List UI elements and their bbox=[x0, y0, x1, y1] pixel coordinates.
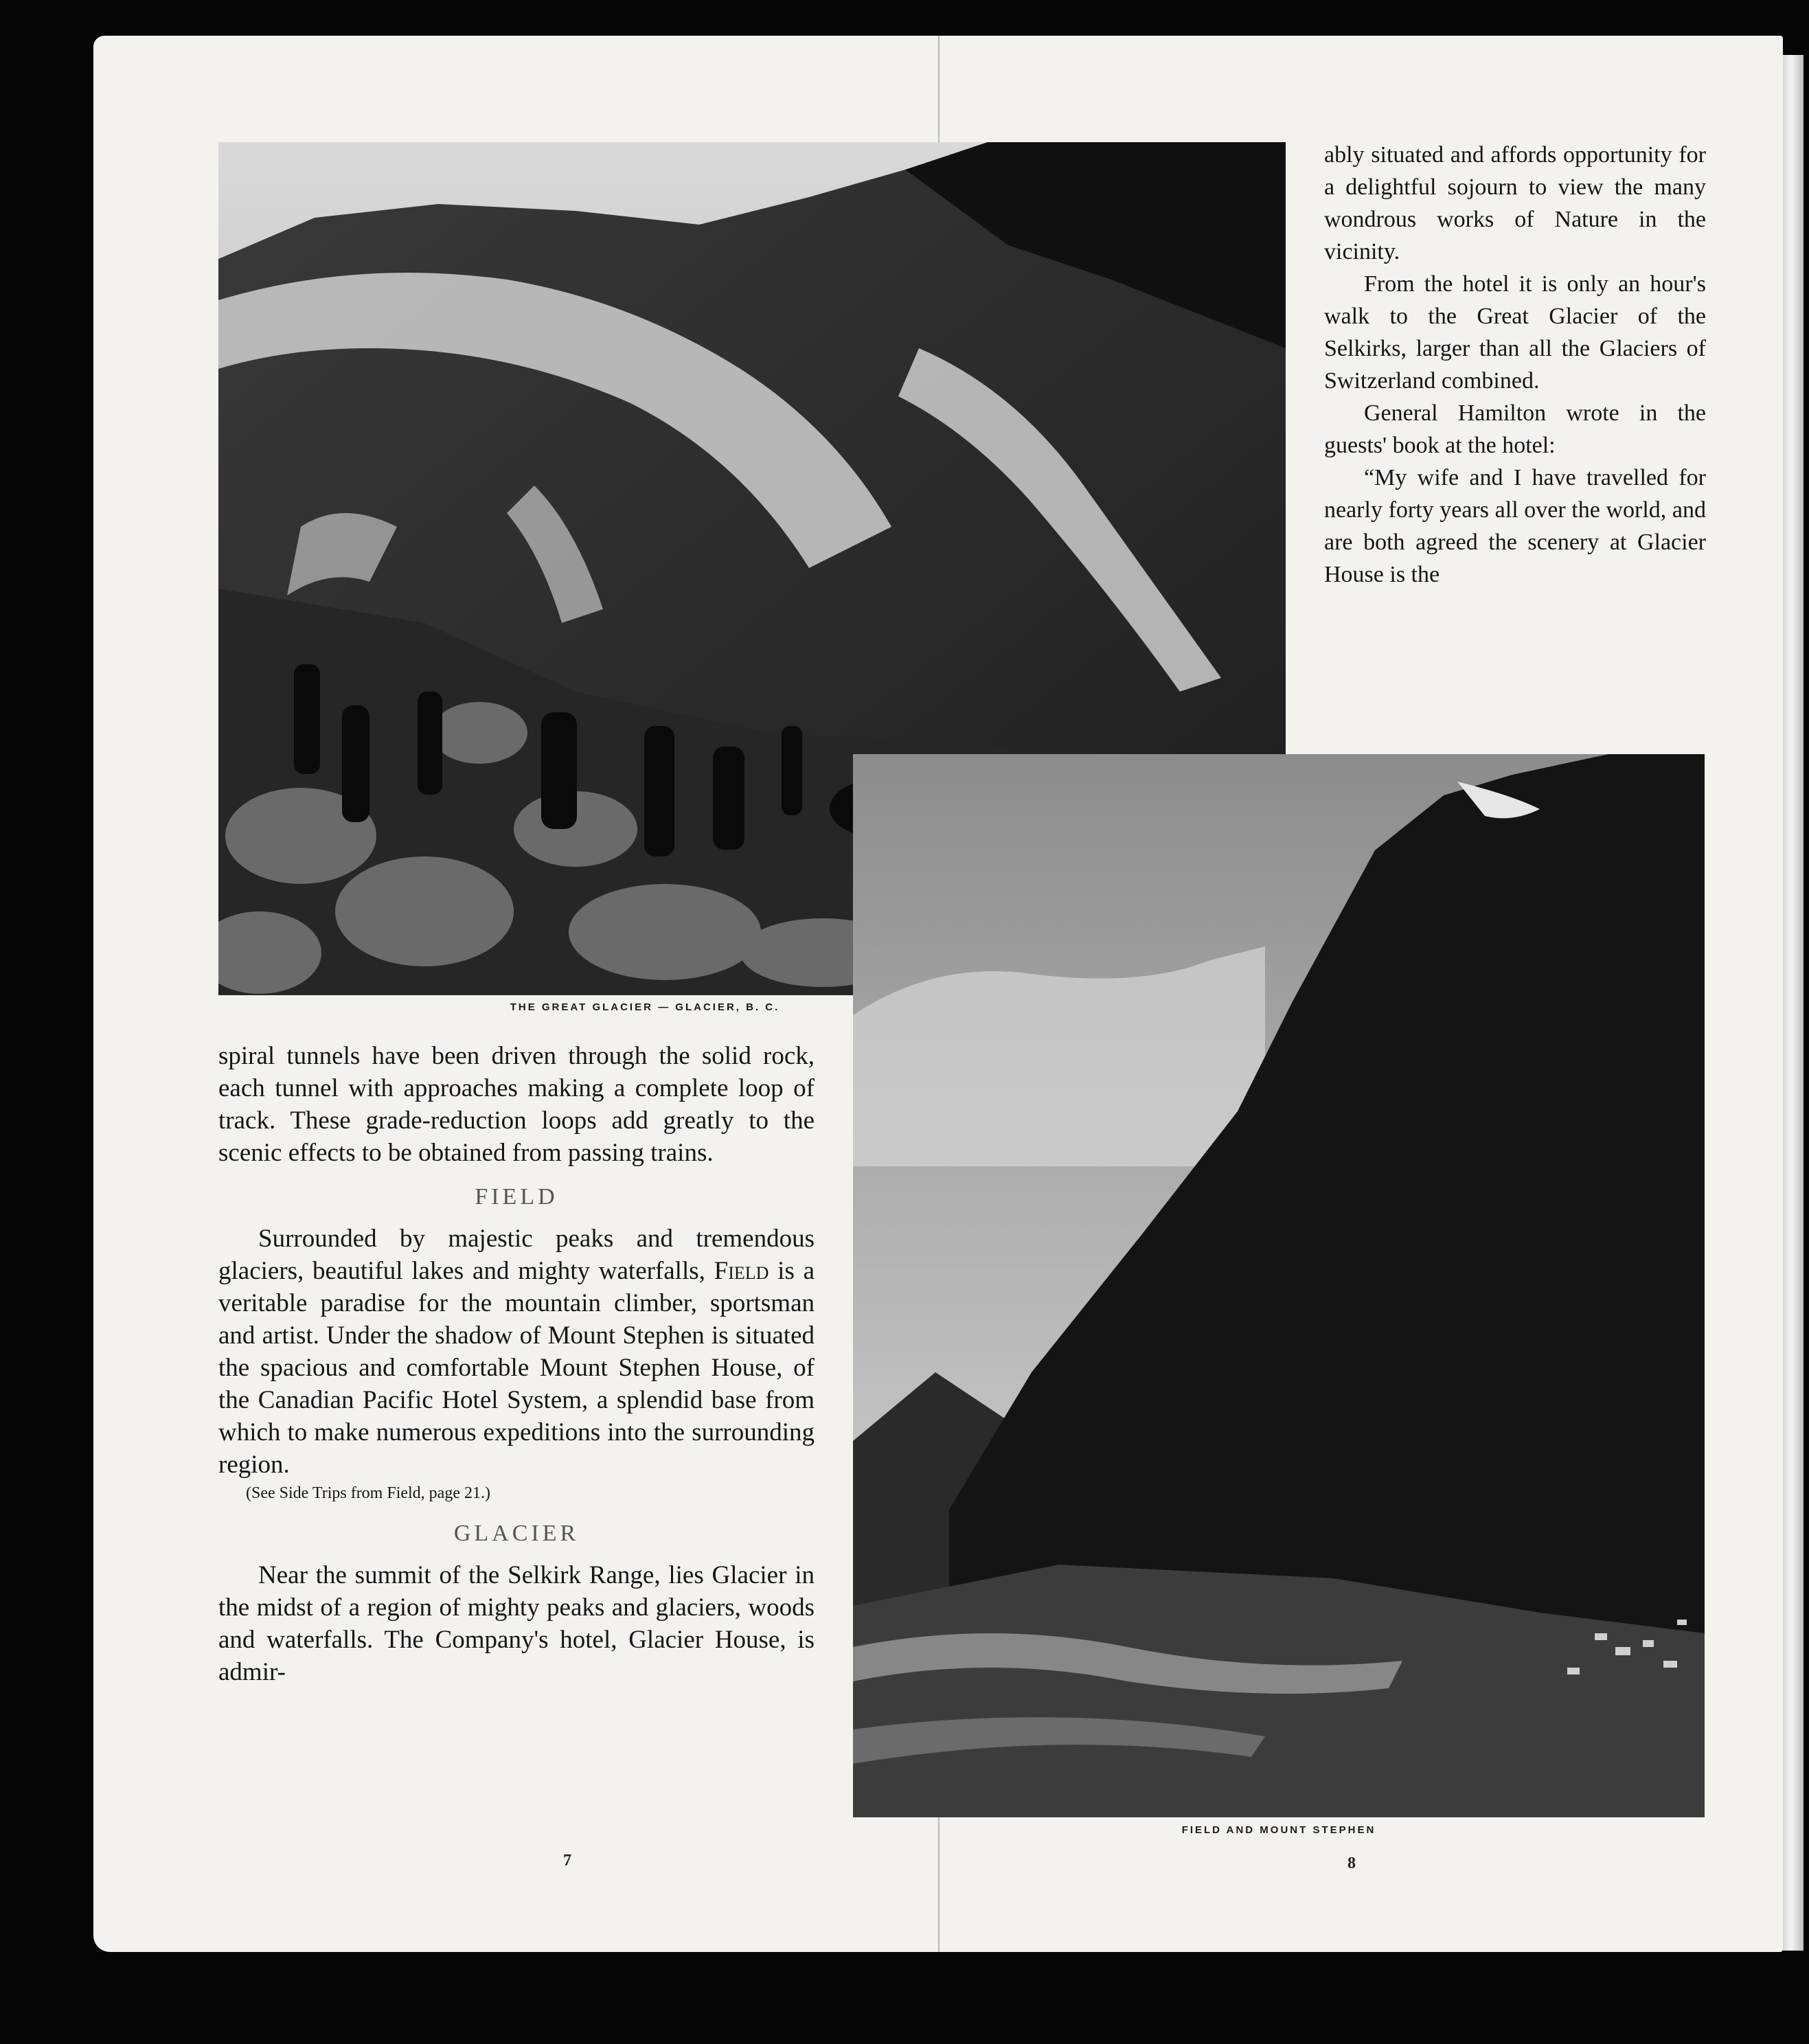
great-glacier-caption: THE GREAT GLACIER — GLACIER, B. C. bbox=[510, 1001, 780, 1013]
field-rest-text: is a veritable paradise for the mountain climber, sportsman and artist. Under the shadow of Mount Stephen is situated the spacious and comfortable Mount Stephen House, of the Canadian Pacific Hotel System, a splendid base from which to make numerous expeditions into the surrounding region. bbox=[218, 1257, 815, 1479]
glacier-heading: GLACIER bbox=[453, 1521, 580, 1546]
glacier-house-continued: ably situated and affords opportunity for a delightful sojourn to view the many wondrous works of Nature in the vicinity. bbox=[1324, 142, 1706, 264]
field-heading: FIELD bbox=[475, 1184, 558, 1210]
next-page-edge bbox=[1783, 55, 1804, 1951]
page-number-left: 7 bbox=[563, 1852, 571, 1870]
page-number-right: 8 bbox=[1347, 1854, 1356, 1872]
field-mount-stephen-photo-art bbox=[853, 754, 1705, 1817]
great-glacier-walk-paragraph: From the hotel it is only an hour's walk to the Great Glacier of the Selkirks, larger than all the Glaciers of Switzerland combined. bbox=[1324, 271, 1706, 394]
left-text-column bbox=[218, 1040, 815, 1688]
field-mount-stephen-caption: FIELD AND MOUNT STEPHEN bbox=[1181, 1824, 1376, 1836]
field-paragraph bbox=[218, 1223, 815, 1481]
side-trips-note: (See Side Trips from Field, page 21.) bbox=[246, 1484, 490, 1502]
general-hamilton-paragraph: General Hamilton wrote in the guests' book at the hotel: bbox=[1324, 400, 1706, 458]
glacier-paragraph: Near the summit of the Selkirk Range, lies Glacier in the midst of a region of mighty peaks and glaciers, woods and waterfalls. The Company's hotel, Glacier House, is admir- bbox=[218, 1561, 815, 1686]
hamilton-quote: “My wife and I have travelled for nearly forty years all over the world, and are both agreed the scenery at Glacier House is the bbox=[1324, 465, 1706, 587]
field-name: Field bbox=[714, 1257, 769, 1285]
spiral-tunnels-paragraph: spiral tunnels have been driven through the solid rock, each tunnel with approaches making a complete loop of track. These grade-reduction loops add greatly to the scenic effects to be obtained from passing trains. bbox=[218, 1042, 815, 1167]
field-lead-text: Surrounded by majestic peaks and tremendous glaciers, beautiful lakes and mighty waterfalls, bbox=[218, 1225, 815, 1285]
field-mount-stephen-photo bbox=[853, 754, 1705, 1817]
right-text-column bbox=[1324, 139, 1706, 591]
